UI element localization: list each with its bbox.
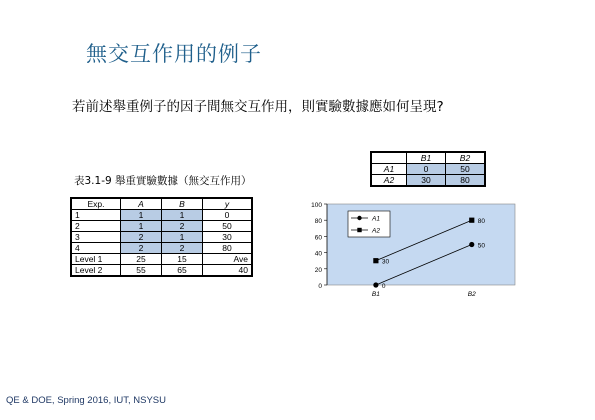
- data-point: [373, 258, 378, 263]
- table-row: [71, 221, 252, 232]
- cell-a1-b1: 0: [407, 164, 446, 175]
- level-row: [71, 265, 252, 277]
- data-point: [373, 282, 378, 287]
- y-tick-label: 0: [318, 283, 322, 290]
- cell-level-b: 15: [162, 254, 203, 265]
- cell-level-label: Level 2: [71, 265, 121, 277]
- legend-box: [348, 211, 390, 237]
- y-tick-label: 40: [314, 250, 322, 258]
- data-label: 80: [477, 218, 485, 226]
- cell-exp: 3: [71, 232, 121, 243]
- cell-level-label: Level 1: [71, 254, 121, 265]
- y-tick-label: 60: [314, 234, 322, 242]
- cell-a: 2: [121, 243, 162, 254]
- col-header-b1: B1: [407, 152, 446, 164]
- x-tick-label: B1: [371, 291, 380, 298]
- y-tick-label: 20: [314, 266, 322, 274]
- cell-ave-label: Ave: [203, 254, 253, 265]
- cell-a: 2: [121, 232, 162, 243]
- cell-level-a: 25: [121, 254, 162, 265]
- header-exp: Exp.: [71, 198, 121, 210]
- y-tick-label: 100: [311, 202, 322, 209]
- row-header-a2: A2: [371, 175, 407, 187]
- x-tick-label: B2: [467, 291, 476, 298]
- table-row: [71, 210, 252, 221]
- table-row: [71, 232, 252, 243]
- table-row: [71, 243, 252, 254]
- data-label: 50: [477, 242, 485, 250]
- header-b: B: [162, 198, 203, 210]
- cell-exp: 2: [71, 221, 121, 232]
- cell-ave-value: 40: [203, 265, 253, 277]
- table-header-row: [71, 198, 252, 210]
- row-header-a1: A1: [371, 164, 407, 175]
- data-point: [469, 242, 474, 247]
- cell-exp: 1: [71, 210, 121, 221]
- cell-a2-b2: 80: [446, 175, 486, 187]
- slide-title: 無交互作用的例子: [86, 42, 262, 66]
- table-caption: 表3.1-9 舉重實驗數據（無交互作用）: [74, 175, 252, 187]
- cell-a1-b2: 50: [446, 164, 486, 175]
- level-row: [71, 254, 252, 265]
- cell-b: 1: [162, 210, 203, 221]
- cell-y: 80: [203, 243, 253, 254]
- cell-level-b: 65: [162, 265, 203, 277]
- cell-a2-b1: 30: [407, 175, 446, 187]
- legend-marker: [357, 216, 361, 220]
- cell-y: 30: [203, 232, 253, 243]
- cell-exp: 4: [71, 243, 121, 254]
- corner-cell: [371, 152, 407, 164]
- y-tick-label: 80: [314, 218, 322, 226]
- legend-label: A2: [372, 227, 380, 235]
- data-label: 0: [381, 283, 386, 290]
- header-y: y: [203, 198, 253, 210]
- legend-label: A1: [372, 215, 380, 223]
- cell-level-a: 55: [121, 265, 162, 277]
- col-header-b2: B2: [446, 152, 486, 164]
- interaction-line-chart: [300, 196, 525, 306]
- header-a: A: [121, 198, 162, 210]
- cell-y: 50: [203, 221, 253, 232]
- legend-marker: [357, 228, 361, 232]
- footer-text: QE & DOE, Spring 2016, IUT, NSYSU: [6, 395, 166, 406]
- cell-b: 1: [162, 232, 203, 243]
- experiment-data-table: [70, 197, 253, 277]
- slide-question: 若前述舉重例子的因子間無交互作用，則實驗數據應如何呈現?: [72, 99, 444, 115]
- cell-b: 2: [162, 221, 203, 232]
- data-point: [469, 218, 474, 223]
- cell-y: 0: [203, 210, 253, 221]
- cell-b: 2: [162, 243, 203, 254]
- cell-a: 1: [121, 210, 162, 221]
- two-by-two-table: [370, 151, 486, 187]
- data-label: 30: [381, 258, 390, 266]
- cell-a: 1: [121, 221, 162, 232]
